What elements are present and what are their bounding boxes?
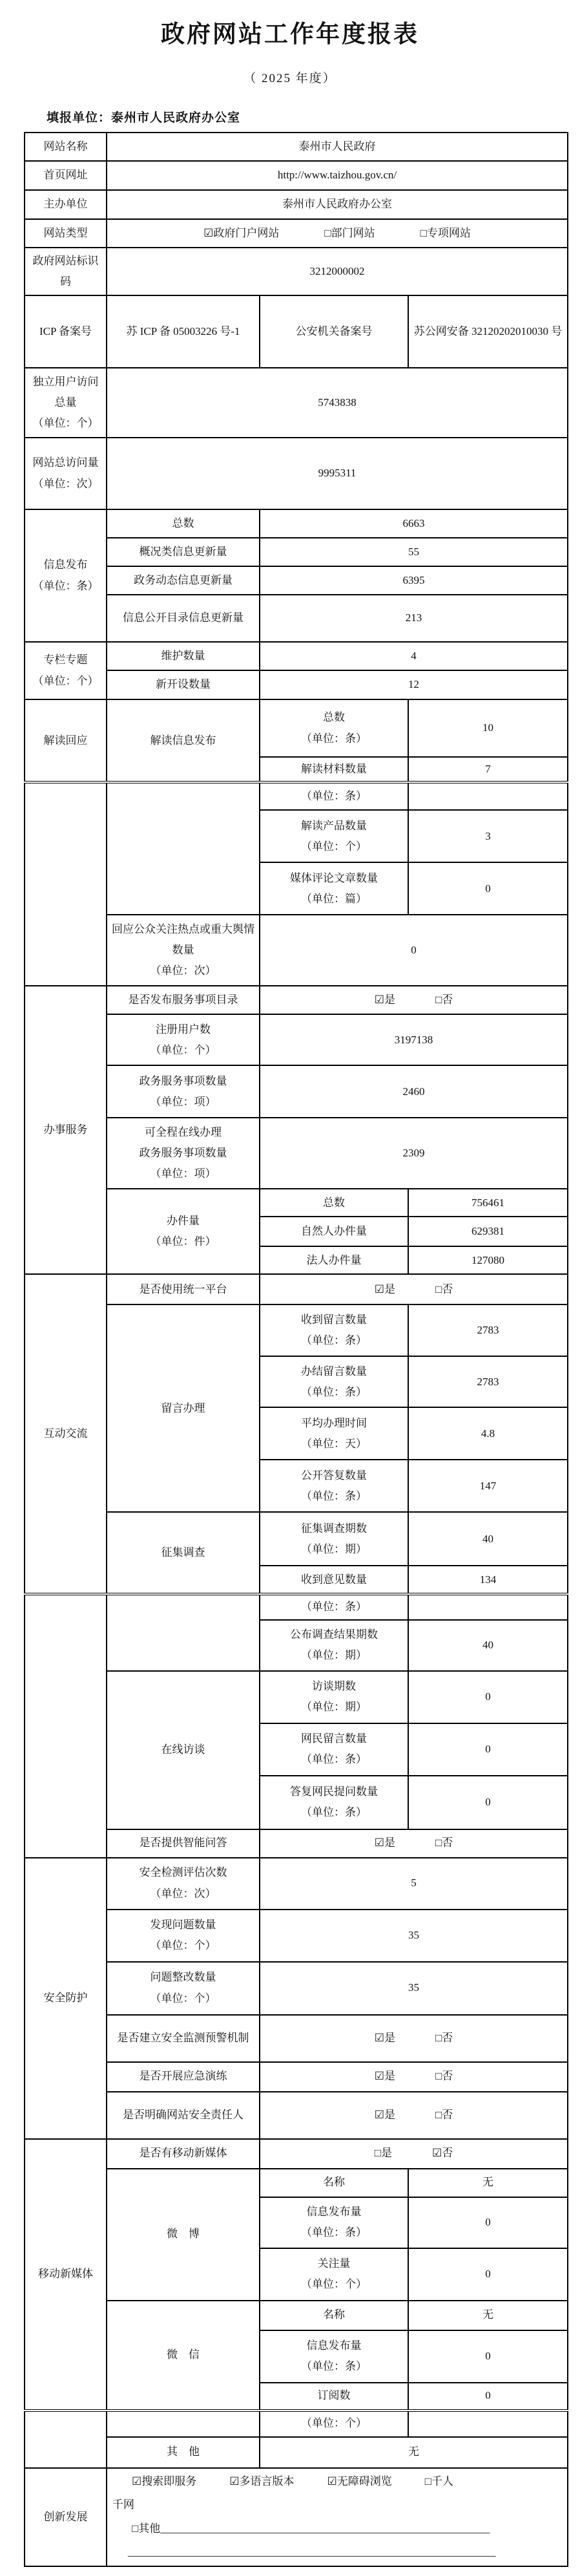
- mobile-wechat-continued: [107, 2411, 260, 2437]
- survey-opinions-value: 134: [408, 1566, 568, 1594]
- service-registered-label: [107, 1014, 260, 1065]
- unit-text: （单位：条）: [301, 1489, 367, 1502]
- row-security-fixed: [25, 1962, 568, 2015]
- volume-total-label: 总数: [260, 1189, 408, 1217]
- site-code-label: 政府网站标识码: [25, 248, 107, 295]
- interpret-media-value: 0: [408, 862, 568, 915]
- interact-platform-label: 是否使用统一平台: [107, 1274, 260, 1304]
- group-service: 办事服务: [25, 986, 107, 1274]
- label-text: 办结留言数量: [301, 1365, 367, 1378]
- security-found-value: 35: [260, 1910, 568, 1962]
- interpret-materials-unit: （单位：条）: [260, 782, 408, 810]
- reporter-label: 填报单位：: [47, 111, 112, 125]
- unit-text: （单位：个）: [150, 1043, 216, 1056]
- label-text: 收到留言数量: [301, 1314, 367, 1326]
- interact-qa-value: [260, 1829, 568, 1858]
- service-registered-value: 3197138: [260, 1014, 568, 1065]
- label-text: 平均办理时间: [301, 1416, 367, 1429]
- row-wechat-name: [25, 2301, 568, 2330]
- label-text: 信息发布量: [306, 2339, 362, 2352]
- interact-qa-label: 是否提供智能问答: [107, 1829, 260, 1858]
- service-catalog-value: [260, 986, 568, 1014]
- infopub-overview-label: 概况类信息更新量: [107, 538, 260, 566]
- police-record-value: 苏公网安备 32120202010030 号: [408, 295, 568, 368]
- row-security-found: [25, 1910, 568, 1962]
- row-infopub-overview: [25, 538, 568, 566]
- msg-completed-label: [260, 1356, 408, 1407]
- icp-value: 苏 ICP 备 05003226 号-1: [107, 295, 260, 368]
- label-text: 解读产品数量: [301, 819, 367, 832]
- security-drill-value: [260, 2062, 568, 2092]
- unit-text: （单位：条）: [301, 1753, 367, 1766]
- label-text: 网民留言数量: [301, 1732, 367, 1745]
- msg-avg-time-value: 4.8: [408, 1407, 568, 1460]
- site-type-label: 网站类型: [25, 219, 107, 248]
- group-mobile-continued: [25, 2411, 107, 2468]
- innovation-wrap-line: 千网: [112, 2498, 134, 2511]
- group-security: 安全防护: [25, 1858, 107, 2139]
- checkbox-no: □否: [435, 1836, 453, 1849]
- security-found-label: [107, 1910, 260, 1962]
- weibo-name-label: 名称: [260, 2169, 408, 2197]
- wechat-subs-unit: （单位：个）: [260, 2411, 408, 2437]
- interpret-media-label: [260, 862, 408, 915]
- survey-periods-value: 40: [408, 1512, 568, 1566]
- reporter-line: [47, 108, 580, 125]
- columns-new-label: 新开设数量: [107, 670, 260, 699]
- interview-messages-label: [260, 1723, 408, 1776]
- interpret-total-label: [260, 699, 408, 757]
- checkbox-yes: ☑是: [374, 2108, 395, 2121]
- service-online-items-value: 2309: [260, 1118, 568, 1189]
- mobile-other-value: 无: [260, 2437, 568, 2468]
- group-interact: 互动交流: [25, 1274, 107, 1594]
- weibo-posts-value: 0: [408, 2197, 568, 2248]
- site-code-value: 3212000002: [107, 248, 568, 295]
- label-text: 发现问题数量: [150, 1918, 216, 1931]
- label-text: 安全检测评估次数: [139, 1866, 227, 1879]
- empty-cell: [408, 782, 568, 810]
- row-interview-periods: [25, 1671, 568, 1723]
- survey-results-value: 40: [408, 1620, 568, 1671]
- reporter-value: 泰州市人民政府办公室: [111, 111, 241, 125]
- row-security-checks: [25, 1858, 568, 1910]
- row-msg-received: [25, 1304, 568, 1356]
- checkbox-no: □否: [435, 2108, 453, 2121]
- row-service-catalog: [25, 986, 568, 1014]
- row-total-visits: [25, 438, 568, 509]
- group-mobile: 移动新媒体: [25, 2139, 107, 2411]
- checkbox-yes: ☑是: [374, 1283, 395, 1295]
- mobile-weibo-label: 微 博: [107, 2169, 260, 2301]
- msg-avg-time-label: [260, 1407, 408, 1460]
- label-text: 办件量: [167, 1215, 200, 1227]
- label-text: 独立用户访问总量: [32, 375, 99, 409]
- innovation-content: [107, 2468, 568, 2566]
- interpret-materials-value: 7: [408, 757, 568, 782]
- unit-text: （单位：条）: [301, 1385, 367, 1398]
- checkbox-yes: ☑是: [374, 1836, 395, 1849]
- organizer-label: 主办单位: [25, 190, 107, 219]
- infopub-catalog-label: 信息公开目录信息更新量: [107, 595, 260, 642]
- group-interact-continued: [25, 1594, 107, 1857]
- row-wechat-subs-unit: [25, 2411, 568, 2437]
- row-weibo-name: [25, 2169, 568, 2197]
- interpret-pub-continued: [107, 782, 260, 915]
- label-text: 答复网民提问数量: [290, 1785, 378, 1798]
- weibo-name-value: 无: [408, 2169, 568, 2197]
- interpret-materials-label: 解读材料数量: [260, 757, 408, 782]
- unit-text: （单位：次）: [32, 477, 99, 490]
- group-unit: （单位：个）: [32, 674, 99, 687]
- weibo-followers-label: [260, 2248, 408, 2301]
- unit-text: （单位：期）: [301, 1542, 367, 1555]
- row-infopub-dynamic: [25, 566, 568, 595]
- checkbox-option-department: □部门网站: [324, 226, 375, 239]
- interpret-response-value: 0: [260, 915, 568, 986]
- survey-results-label: [260, 1620, 408, 1671]
- row-service-online-items: [25, 1118, 568, 1189]
- wechat-posts-value: 0: [408, 2330, 568, 2383]
- label-text: 网站总访问量: [32, 456, 99, 469]
- row-mobile-has: [25, 2139, 568, 2169]
- row-infopub-catalog: [25, 595, 568, 642]
- label-text: 政务服务事项数量: [139, 1074, 227, 1087]
- infopub-dynamic-value: 6395: [260, 566, 568, 595]
- innovation-other-line: □其他____________________________________________________________: [132, 2522, 490, 2535]
- interview-replies-label: [260, 1776, 408, 1829]
- unit-text: （单位：条）: [301, 732, 367, 745]
- label-text: 信息发布量: [306, 2205, 362, 2218]
- group-label: 信息发布: [43, 559, 88, 571]
- label-text: 公布调查结果期数: [290, 1628, 378, 1641]
- checkbox-yes: ☑是: [374, 2031, 395, 2044]
- group-info-pub: [25, 509, 107, 642]
- row-site-code: [25, 248, 568, 295]
- checkbox-yes: □是: [374, 2147, 393, 2160]
- volume-legal-label: 法人办件量: [260, 1246, 408, 1274]
- weibo-posts-label: [260, 2197, 408, 2248]
- row-service-items: [25, 1065, 568, 1118]
- total-visits-value: 9995311: [107, 438, 568, 509]
- interview-periods-label: [260, 1671, 408, 1723]
- service-catalog-label: 是否发布服务事项目录: [107, 986, 260, 1014]
- checkbox-option-portal: ☑政府门户网站: [203, 226, 280, 239]
- unit-text: （单位：天）: [301, 1437, 367, 1450]
- icp-label: ICP 备案号: [25, 295, 107, 368]
- annual-report-table: [24, 132, 568, 2567]
- police-record-label: 公安机关备案号: [260, 295, 408, 368]
- label-text: 媒体评论文章数量: [290, 871, 378, 884]
- interact-survey-continued: [107, 1594, 260, 1670]
- page-title: 政府网站工作年度报表: [161, 21, 419, 48]
- row-security-warning: [25, 2015, 568, 2062]
- security-drill-label: 是否开展应急演练: [107, 2062, 260, 2092]
- row-columns-new: [25, 670, 568, 699]
- columns-new-value: 12: [260, 670, 568, 699]
- security-fixed-value: 35: [260, 1962, 568, 2015]
- columns-maintained-label: 维护数量: [107, 642, 260, 670]
- security-checks-value: 5: [260, 1858, 568, 1910]
- checkbox-yes: ☑是: [374, 2070, 395, 2083]
- row-home-url: [25, 161, 568, 190]
- security-person-value: [260, 2092, 568, 2139]
- columns-maintained-value: 4: [260, 642, 568, 670]
- label-text: 公开答复数量: [301, 1469, 367, 1482]
- group-interpret-continued: [25, 782, 107, 986]
- row-organizer: [25, 190, 568, 219]
- total-visits-label: [25, 438, 107, 509]
- msg-received-value: 2783: [408, 1304, 568, 1356]
- row-unique-visitors: [25, 368, 568, 438]
- row-interact-qa: [25, 1829, 568, 1858]
- interview-messages-value: 0: [408, 1723, 568, 1776]
- checkbox-no: □否: [435, 1283, 453, 1295]
- row-site-name: [25, 133, 568, 161]
- unit-text: （单位：次）: [150, 1887, 216, 1900]
- checkbox-option-special: □专项网站: [420, 226, 471, 239]
- mobile-wechat-label: 微 信: [107, 2301, 260, 2411]
- label-line1: 可全程在线办理: [145, 1125, 222, 1138]
- infopub-overview-value: 55: [260, 538, 568, 566]
- interact-survey-label: 征集调查: [107, 1512, 260, 1594]
- checkbox-yes: ☑是: [374, 994, 395, 1006]
- unit-text: （单位：项）: [150, 1095, 216, 1108]
- service-items-label: [107, 1065, 260, 1118]
- mobile-has-value: [260, 2139, 568, 2169]
- msg-public-reply-label: [260, 1460, 408, 1512]
- interpret-total-value: 10: [408, 699, 568, 757]
- row-service-registered: [25, 1014, 568, 1065]
- row-security-person: [25, 2092, 568, 2139]
- survey-opinions-label: 收到意见数量: [260, 1566, 408, 1594]
- group-unit: （单位：条）: [32, 579, 99, 592]
- report-year: （ 2025 年度）: [243, 72, 337, 85]
- infopub-total-label: 总数: [107, 509, 260, 538]
- unit-text: （单位：个）: [301, 2278, 367, 2291]
- interact-interview-label: 在线访谈: [107, 1671, 260, 1829]
- row-interpret-materials-unit: [25, 782, 568, 810]
- row-infopub-total: [25, 509, 568, 538]
- unit-text: （单位：期）: [301, 1649, 367, 1662]
- volume-natural-label: 自然人办件量: [260, 1217, 408, 1246]
- group-label: 专栏专题: [43, 654, 88, 666]
- unit-text: （单位：项）: [150, 1167, 216, 1180]
- service-online-items-label: [107, 1118, 260, 1189]
- wechat-name-label: 名称: [260, 2301, 408, 2330]
- checkbox-no: □否: [435, 2031, 453, 2044]
- innovation-blank-line: ___________________________________________________________________: [128, 2546, 496, 2559]
- site-name-value: 泰州市人民政府: [107, 133, 568, 161]
- wechat-posts-label: [260, 2330, 408, 2383]
- interact-platform-value: [260, 1274, 568, 1304]
- survey-periods-label: [260, 1512, 408, 1566]
- msg-received-label: [260, 1304, 408, 1356]
- unit-text: （单位：条）: [301, 1334, 367, 1347]
- unit-text: （单位：篇）: [301, 892, 367, 905]
- empty-cell: [408, 1594, 568, 1619]
- mobile-has-label: 是否有移动新媒体: [107, 2139, 260, 2169]
- label-text: 问题整改数量: [150, 1971, 216, 1984]
- infopub-catalog-value: 213: [260, 595, 568, 642]
- weibo-followers-value: 0: [408, 2248, 568, 2301]
- security-fixed-label: [107, 1962, 260, 2015]
- interpret-pub-label: 解读信息发布: [107, 699, 260, 782]
- mobile-other-label: 其 他: [107, 2437, 260, 2468]
- label-text: 访谈期数: [312, 1679, 356, 1692]
- msg-public-reply-value: 147: [408, 1460, 568, 1512]
- row-columns-maintained: [25, 642, 568, 670]
- unit-text: （单位：条）: [301, 2226, 367, 2239]
- unit-text: （单位：个）: [32, 417, 99, 430]
- site-type-options: [107, 219, 568, 248]
- label-text: 征集调查期数: [301, 1522, 367, 1535]
- row-innovation: [25, 2468, 568, 2566]
- interact-message-label: 留言办理: [107, 1304, 260, 1512]
- empty-cell: [408, 2411, 568, 2437]
- unit-text: （单位：条）: [301, 1806, 367, 1819]
- home-url-value: http://www.taizhou.gov.cn/: [107, 161, 568, 190]
- security-warning-value: [260, 2015, 568, 2062]
- interpret-products-value: 3: [408, 810, 568, 862]
- volume-natural-value: 629381: [408, 1217, 568, 1246]
- wechat-subs-label: 订阅数: [260, 2383, 408, 2411]
- row-survey-opinions-unit: [25, 1594, 568, 1619]
- interview-replies-value: 0: [408, 1776, 568, 1829]
- home-url-label: 首页网址: [25, 161, 107, 190]
- label-text: 注册用户数: [156, 1023, 211, 1036]
- label-text: 总数: [323, 711, 345, 724]
- group-interpret: 解读回应: [25, 699, 107, 782]
- unit-text: （单位：个）: [301, 840, 367, 853]
- row-site-type: [25, 219, 568, 248]
- checkbox-no: □否: [435, 994, 453, 1006]
- label-text: 关注量: [317, 2257, 351, 2270]
- site-name-label: 网站名称: [25, 133, 107, 161]
- unit-text: （单位：个）: [150, 1939, 216, 1952]
- survey-opinions-unit: （单位：条）: [260, 1594, 408, 1619]
- msg-completed-value: 2783: [408, 1356, 568, 1407]
- wechat-subs-value: 0: [408, 2383, 568, 2411]
- row-interpret-total: [25, 699, 568, 757]
- wechat-name-value: 无: [408, 2301, 568, 2330]
- organizer-value: 泰州市人民政府办公室: [107, 190, 568, 219]
- volume-total-value: 756461: [408, 1189, 568, 1217]
- innovation-options-line: ☑搜索即服务 ☑多语言版本 ☑无障碍浏览 □千人: [132, 2475, 453, 2487]
- row-icp: [25, 295, 568, 368]
- service-volume-label: [107, 1189, 260, 1274]
- security-person-label: 是否明确网站安全责任人: [107, 2092, 260, 2139]
- unit-text: （单位：次）: [150, 964, 216, 977]
- unit-text: （单位：期）: [301, 1701, 367, 1714]
- row-interpret-response: [25, 915, 568, 986]
- volume-legal-value: 127080: [408, 1246, 568, 1274]
- interpret-response-label: [107, 915, 260, 986]
- row-security-drill: [25, 2062, 568, 2092]
- label-text: 回应公众关注热点或重大舆情数量: [112, 922, 254, 957]
- unit-text: （单位：个）: [150, 1992, 216, 2005]
- infopub-dynamic-label: 政务动态信息更新量: [107, 566, 260, 595]
- group-columns: [25, 642, 107, 699]
- checkbox-no: □否: [435, 2070, 453, 2083]
- row-mobile-other: [25, 2437, 568, 2468]
- unit-text: （单位：条）: [301, 2360, 367, 2373]
- unit-text: （单位：件）: [150, 1235, 216, 1248]
- row-volume-total: [25, 1189, 568, 1217]
- row-interact-platform: [25, 1274, 568, 1304]
- label-line2: 政务服务事项数量: [139, 1147, 227, 1160]
- unique-visitors-label: [25, 368, 107, 438]
- group-innovation: 创新发展: [25, 2468, 107, 2566]
- interpret-products-label: [260, 810, 408, 862]
- security-warning-label: 是否建立安全监测预警机制: [107, 2015, 260, 2062]
- interview-periods-value: 0: [408, 1671, 568, 1723]
- infopub-total-value: 6663: [260, 509, 568, 538]
- service-items-value: 2460: [260, 1065, 568, 1118]
- row-survey-periods: [25, 1512, 568, 1566]
- security-checks-label: [107, 1858, 260, 1910]
- unique-visitors-value: 5743838: [107, 368, 568, 438]
- checkbox-no: ☑否: [432, 2147, 453, 2160]
